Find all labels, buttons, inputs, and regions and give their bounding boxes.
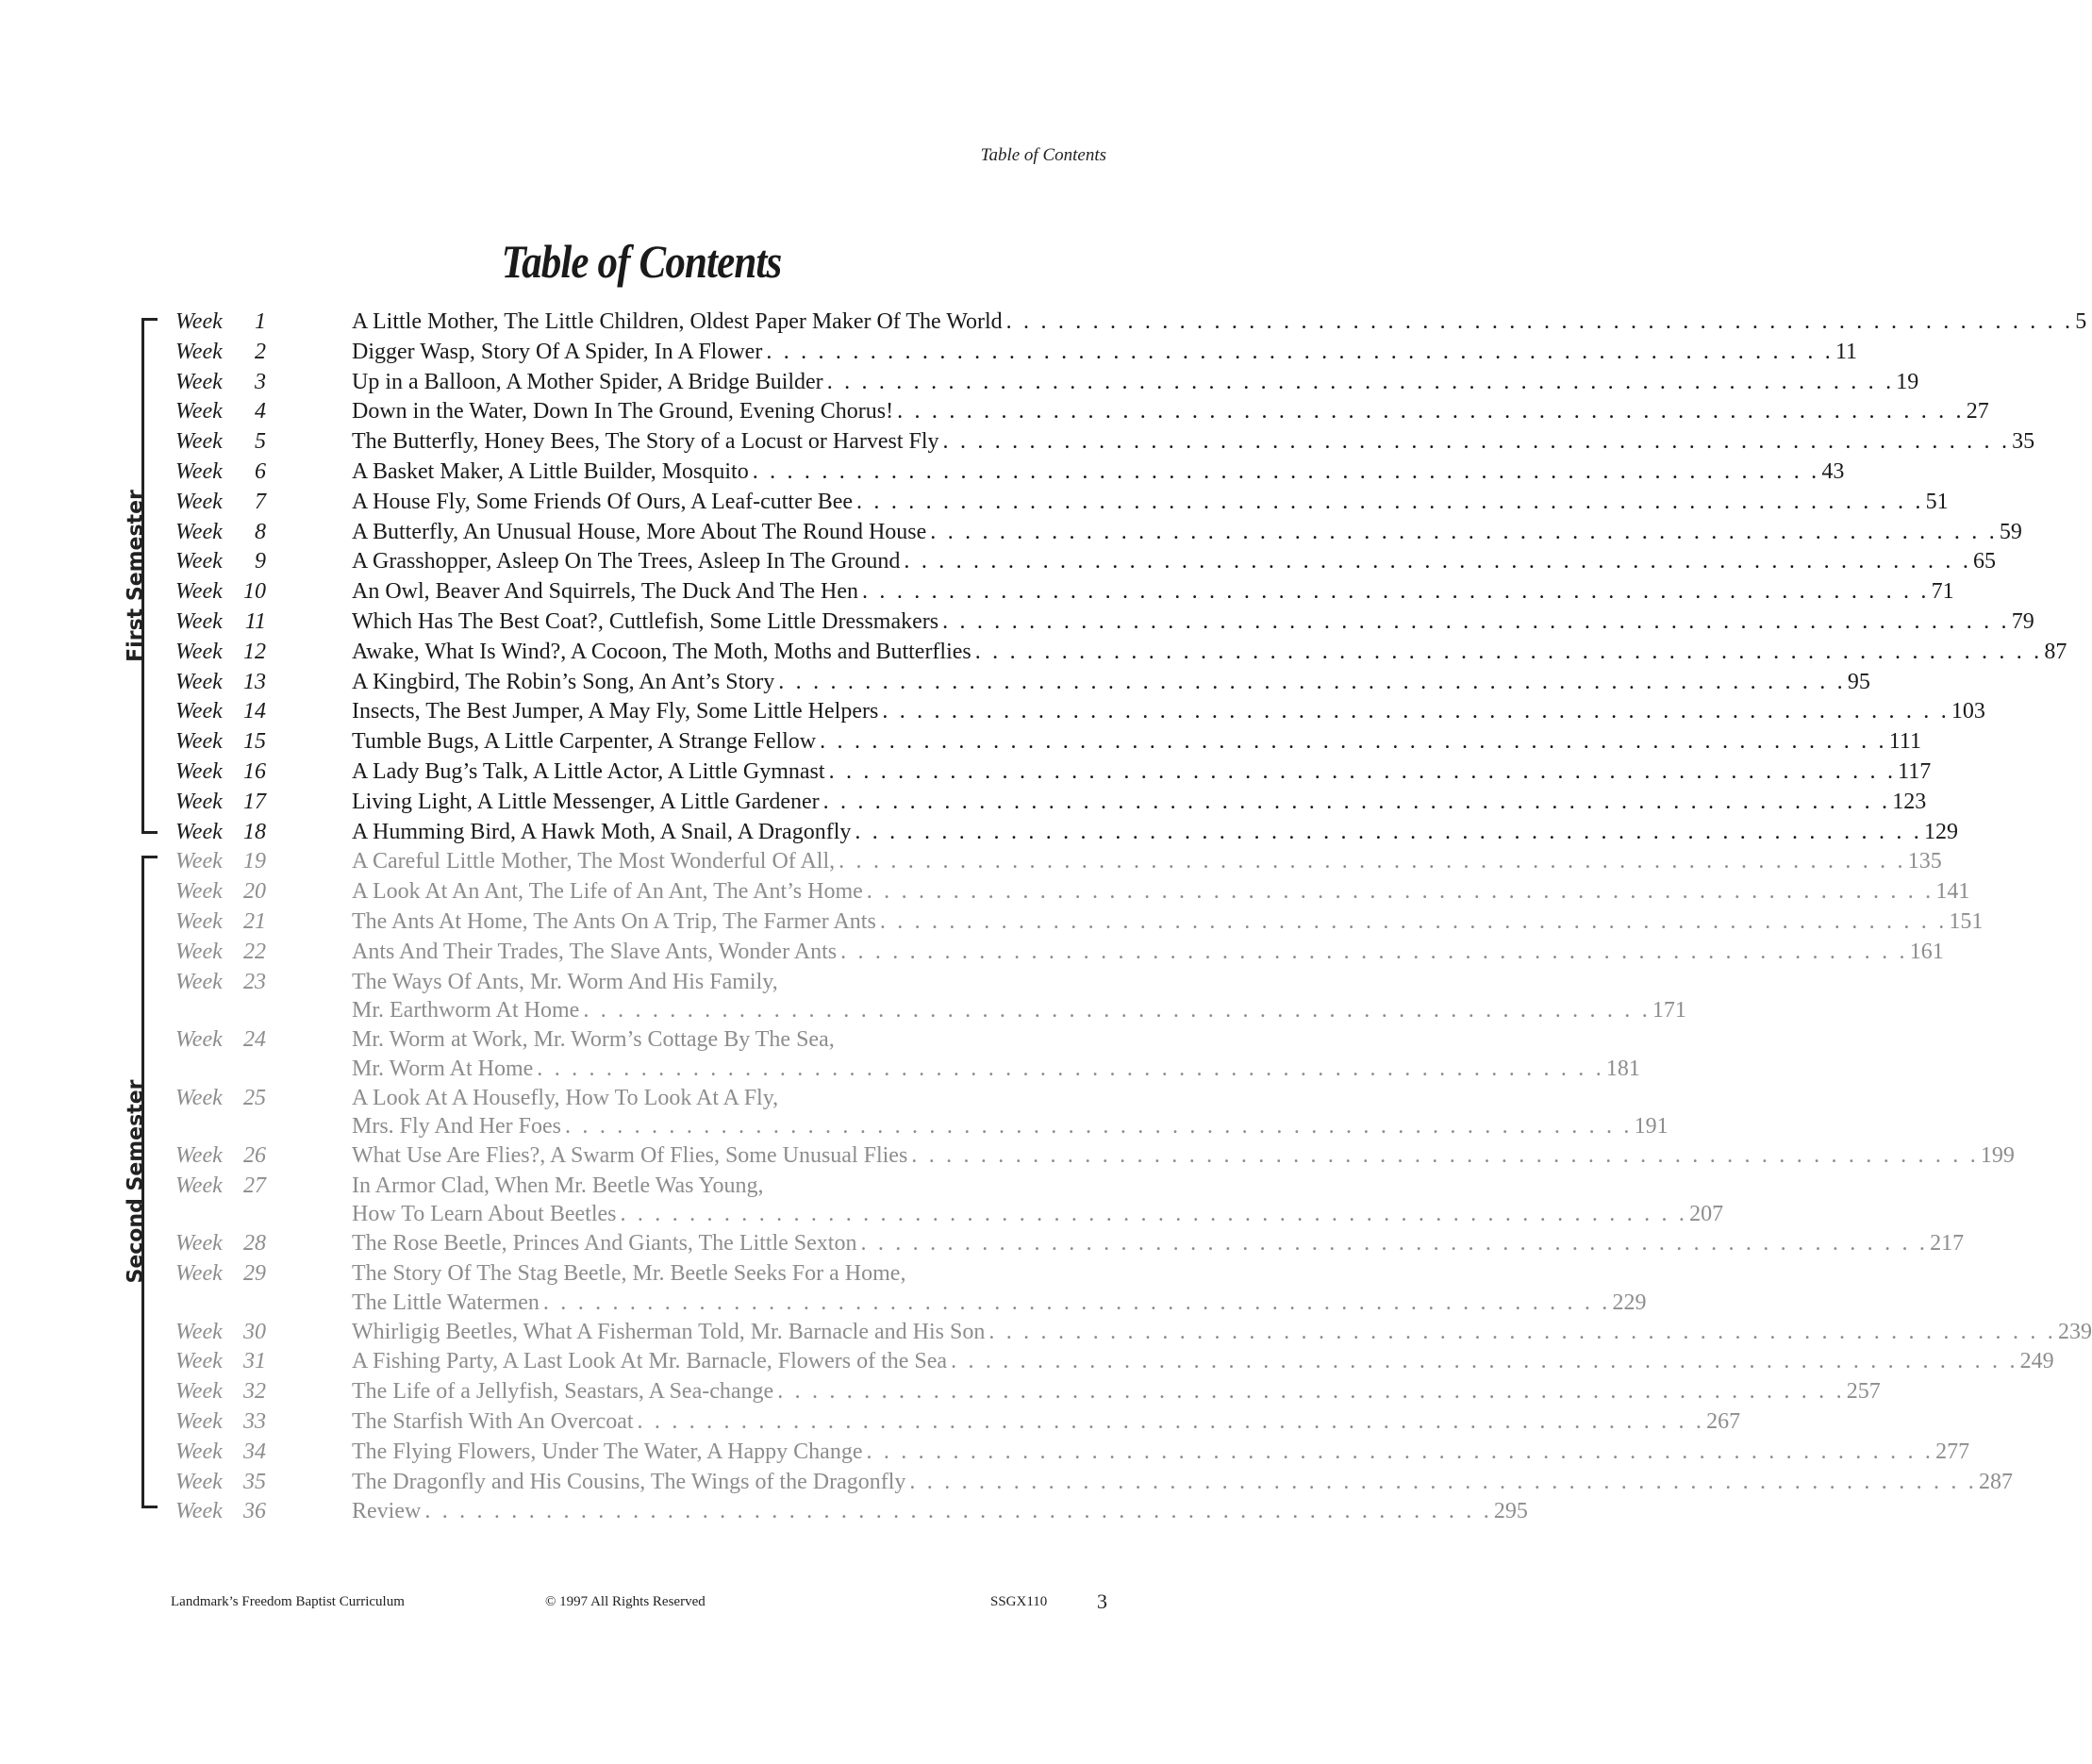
page-ref: 79: [2011, 608, 2034, 634]
week-number: 36: [243, 1499, 266, 1524]
entry-title: [352, 818, 1958, 847]
week-label: Week: [175, 789, 223, 814]
week-number: 32: [243, 1379, 266, 1405]
toc-entry: [0, 1172, 1724, 1230]
entry-title: [352, 757, 1932, 787]
week-number: 27: [243, 1173, 266, 1198]
entry-title: [352, 1141, 2015, 1171]
week-number: 12: [243, 639, 266, 664]
dot-leader: . . . . . . . . . . . . . . . . . . . . . . . . . . . . . . . . . . . . . . . . . . . . . . . . . . . . . . . . . . . . . .: [951, 1349, 2018, 1374]
week-label: Week: [175, 309, 223, 334]
entry-text: The Butterfly, Honey Bees, The Story of a Locust or Harvest Fly: [352, 429, 939, 455]
toc-entry: [0, 638, 2067, 668]
dot-leader: . . . . . . . . . . . . . . . . . . . . . . . . . . . . . . . . . . . . . . . . . . . . . . . . . . . . . . . . . . . . . .: [1005, 309, 2074, 334]
dot-leader: . . . . . . . . . . . . . . . . . . . . . . . . . . . . . . . . . . . . . . . . . . . . . . . . . . . . . . . . . . . . . .: [537, 1056, 1604, 1081]
entry-title: [352, 1497, 1528, 1526]
week-label: Week: [175, 1143, 223, 1169]
page-ref: 287: [1979, 1469, 2013, 1494]
dot-leader: . . . . . . . . . . . . . . . . . . . . . . . . . . . . . . . . . . . . . . . . . . . . . . . . . . . . . . . . . . . . . .: [583, 998, 1651, 1023]
week-label: Week: [175, 489, 223, 514]
week-label: Week: [175, 699, 223, 724]
second-semester-label: Second Semester: [124, 1079, 148, 1284]
toc-entry: [0, 427, 2035, 458]
page-ref: 123: [1892, 789, 1927, 814]
toc-entry: [0, 1229, 1965, 1259]
entry-title: [352, 607, 2034, 637]
dot-leader: . . . . . . . . . . . . . . . . . . . . . . . . . . . . . . . . . . . . . . . . . . . . . . . . . . . . . . . . . . . . . .: [866, 879, 1934, 905]
entry-title: [352, 968, 1686, 1025]
dot-leader: . . . . . . . . . . . . . . . . . . . . . . . . . . . . . . . . . . . . . . . . . . . . . . . . . . . . . . . . . . . . . .: [866, 1439, 1934, 1464]
week-label: Week: [175, 519, 223, 544]
entry-text: A Lady Bug’s Talk, A Little Actor, A Little Gymnast: [352, 758, 825, 784]
dot-leader: . . . . . . . . . . . . . . . . . . . . . . . . . . . . . . . . . . . . . . . . . . . . . . . . . . . . . . . . . . . . . .: [424, 1499, 1492, 1524]
page-ref: 87: [2044, 639, 2067, 664]
week-label: Week: [175, 369, 223, 394]
entry-text: Down in the Water, Down In The Ground, Evening Chorus!: [352, 399, 894, 424]
entry-text: A Look At An Ant, The Life of An Ant, The Ant’s Home: [352, 879, 863, 905]
footer-code: SSGX110: [990, 1594, 1048, 1609]
entry-title: [352, 1229, 1965, 1258]
toc-entry: [0, 607, 2034, 638]
week-label: Week: [175, 729, 223, 755]
entry-text: Which Has The Best Coat?, Cuttlefish, Some Little Dressmakers: [352, 608, 939, 634]
page-ref: 103: [1951, 699, 1985, 724]
entry-text: A Basket Maker, A Little Builder, Mosquito: [352, 458, 749, 484]
toc-entry: [0, 938, 1944, 968]
page-ref: 217: [1930, 1231, 1965, 1256]
week-number: 19: [243, 849, 266, 874]
week-label: Week: [175, 758, 223, 784]
week-label: Week: [175, 608, 223, 634]
week-number: 29: [243, 1261, 266, 1287]
week-label: Week: [175, 908, 223, 934]
entry-text: Mr. Earthworm At Home: [352, 998, 580, 1023]
page-ref: 151: [1949, 908, 1984, 934]
toc-entry: [0, 877, 1970, 907]
page-ref: 19: [1896, 369, 1919, 394]
dot-leader: . . . . . . . . . . . . . . . . . . . . . . . . . . . . . . . . . . . . . . . . . . . . . . . . . . . . . . . . . . . . . .: [822, 789, 1891, 814]
dot-leader: . . . . . . . . . . . . . . . . . . . . . . . . . . . . . . . . . . . . . . . . . . . . . . . . . . . . . . . . . . . . . .: [752, 458, 1820, 484]
week-label: Week: [175, 429, 223, 455]
entry-title: [352, 1172, 1724, 1229]
week-label: Week: [175, 458, 223, 484]
dot-leader: . . . . . . . . . . . . . . . . . . . . . . . . . . . . . . . . . . . . . . . . . . . . . . . . . . . . . . . . . . . . . .: [860, 1231, 1929, 1256]
page-ref: 111: [1888, 729, 1921, 755]
dot-leader: . . . . . . . . . . . . . . . . . . . . . . . . . . . . . . . . . . . . . . . . . . . . . . . . . . . . . . . . . . . . . .: [826, 369, 1895, 394]
entry-text: A Little Mother, The Little Children, Oldest Paper Maker Of The World: [352, 309, 1003, 334]
toc-entry: [0, 907, 1984, 938]
dot-leader: . . . . . . . . . . . . . . . . . . . . . . . . . . . . . . . . . . . . . . . . . . . . . . . . . . . . . . . . . . . . . .: [838, 849, 1906, 874]
week-number: 4: [255, 399, 266, 424]
toc-entry: [0, 1438, 1970, 1468]
entry-title: [352, 1084, 1669, 1141]
page-ref: 59: [1999, 519, 2022, 544]
dot-leader: . . . . . . . . . . . . . . . . . . . . . . . . . . . . . . . . . . . . . . . . . . . . . . . . . . . . . . . . . . . . . .: [565, 1114, 1633, 1140]
page-ref: 257: [1846, 1379, 1881, 1405]
entry-text: In Armor Clad, When Mr. Beetle Was Young,: [352, 1173, 764, 1198]
entry-text: The Dragonfly and His Cousins, The Wings of the Dragonfly: [352, 1469, 906, 1494]
page-ref: 71: [1931, 579, 1954, 605]
entry-text: An Owl, Beaver And Squirrels, The Duck And The Hen: [352, 579, 859, 605]
toc-entry: [0, 397, 1989, 427]
entry-title: [352, 577, 1954, 607]
entry-text: The Ants At Home, The Ants On A Trip, The Farmer Ants: [352, 908, 876, 934]
toc-entry: [0, 458, 1845, 488]
entry-title: [352, 638, 2067, 667]
week-label: Week: [175, 1027, 223, 1053]
entry-text: A Fishing Party, A Last Look At Mr. Barnacle, Flowers of the Sea: [352, 1349, 948, 1374]
toc-entry: [0, 1347, 2054, 1377]
toc-entry: [0, 1025, 1640, 1084]
page-ref: 229: [1612, 1290, 1647, 1315]
page-ref: 141: [1935, 879, 1970, 905]
dot-leader: . . . . . . . . . . . . . . . . . . . . . . . . . . . . . . . . . . . . . . . . . . . . . . . . . . . . . . . . . . . . . .: [856, 489, 1924, 514]
dot-leader: . . . . . . . . . . . . . . . . . . . . . . . . . . . . . . . . . . . . . . . . . . . . . . . . . . . . . . . . . . . . . .: [904, 549, 1972, 574]
toc-entry: [0, 847, 1942, 877]
week-label: Week: [175, 1349, 223, 1374]
page-ref: 51: [1925, 489, 1949, 514]
entry-title: [352, 1259, 1647, 1317]
week-label: Week: [175, 549, 223, 574]
page-ref: 35: [2012, 429, 2035, 455]
page-ref: 43: [1821, 458, 1845, 484]
week-number: 21: [243, 908, 266, 934]
dot-leader: . . . . . . . . . . . . . . . . . . . . . . . . . . . . . . . . . . . . . . . . . . . . . . . . . . . . . . . . . . . . . .: [897, 399, 1965, 424]
week-label: Week: [175, 939, 223, 964]
toc-entry: [0, 668, 1870, 698]
week-number: 6: [255, 458, 266, 484]
week-number: 8: [255, 519, 266, 544]
dot-leader: . . . . . . . . . . . . . . . . . . . . . . . . . . . . . . . . . . . . . . . . . . . . . . . . . . . . . . . . . . . . . .: [974, 639, 2043, 664]
entry-text: The Starfish With An Overcoat: [352, 1409, 634, 1435]
entry-title: [352, 907, 1984, 937]
page-ref: 65: [1973, 549, 1997, 574]
week-number: 23: [243, 969, 266, 994]
entry-title: [352, 938, 1944, 967]
page-ref: 27: [1966, 399, 1989, 424]
entry-title: [352, 1025, 1640, 1083]
week-label: Week: [175, 879, 223, 905]
entry-text: A Kingbird, The Robin’s Song, An Ant’s Story: [352, 669, 775, 694]
toc-entry: [0, 1259, 1647, 1318]
dot-leader: . . . . . . . . . . . . . . . . . . . . . . . . . . . . . . . . . . . . . . . . . . . . . . . . . . . . . . . . . . . . . .: [777, 1379, 1845, 1405]
dot-leader: . . . . . . . . . . . . . . . . . . . . . . . . . . . . . . . . . . . . . . . . . . . . . . . . . . . . . . . . . . . . . .: [942, 608, 2010, 634]
dot-leader: . . . . . . . . . . . . . . . . . . . . . . . . . . . . . . . . . . . . . . . . . . . . . . . . . . . . . . . . . . . . . .: [828, 758, 1897, 784]
toc-entry: [0, 338, 1858, 368]
week-number: 7: [255, 489, 266, 514]
week-number: 25: [243, 1085, 266, 1110]
toc-entry: [0, 368, 1919, 398]
week-label: Week: [175, 639, 223, 664]
toc-entry: [0, 308, 2087, 338]
entry-text: A Look At A Housefly, How To Look At A Fly,: [352, 1085, 779, 1110]
week-number: 9: [255, 549, 266, 574]
dot-leader: . . . . . . . . . . . . . . . . . . . . . . . . . . . . . . . . . . . . . . . . . . . . . . . . . . . . . . . . . . . . . .: [930, 519, 1998, 544]
entry-text: Up in a Balloon, A Mother Spider, A Bridge Builder: [352, 369, 823, 394]
week-label: Week: [175, 669, 223, 694]
entry-title: [352, 877, 1970, 907]
dot-leader: . . . . . . . . . . . . . . . . . . . . . . . . . . . . . . . . . . . . . . . . . . . . . . . . . . . . . . . . . . . . . .: [620, 1202, 1688, 1227]
dot-leader: . . . . . . . . . . . . . . . . . . . . . . . . . . . . . . . . . . . . . . . . . . . . . . . . . . . . . . . . . . . . . .: [988, 1319, 2056, 1344]
entry-text: A Grasshopper, Asleep On The Trees, Asleep In The Ground: [352, 549, 901, 574]
entry-text: Mr. Worm at Work, Mr. Worm’s Cottage By The Sea,: [352, 1027, 835, 1053]
entry-text: The Little Watermen: [352, 1290, 540, 1315]
week-label: Week: [175, 1439, 223, 1464]
toc-entry: [0, 697, 1985, 727]
week-label: Week: [175, 849, 223, 874]
week-number: 24: [243, 1027, 266, 1053]
entry-text: A Butterfly, An Unusual House, More About The Round House: [352, 519, 927, 544]
entry-title: [352, 788, 1927, 817]
entry-text: A House Fly, Some Friends Of Ours, A Leaf-cutter Bee: [352, 489, 854, 514]
week-number: 16: [243, 758, 266, 784]
entry-title: [352, 668, 1870, 697]
dot-leader: . . . . . . . . . . . . . . . . . . . . . . . . . . . . . . . . . . . . . . . . . . . . . . . . . . . . . . . . . . . . . .: [766, 339, 1834, 364]
entry-title: [352, 308, 2087, 337]
dot-leader: . . . . . . . . . . . . . . . . . . . . . . . . . . . . . . . . . . . . . . . . . . . . . . . . . . . . . . . . . . . . . .: [909, 1469, 1977, 1494]
week-number: 33: [243, 1409, 266, 1435]
dot-leader: . . . . . . . . . . . . . . . . . . . . . . . . . . . . . . . . . . . . . . . . . . . . . . . . . . . . . . . . . . . . . .: [855, 819, 1922, 844]
week-number: 28: [243, 1231, 266, 1256]
entry-title: [352, 1407, 1741, 1437]
entry-title: [352, 397, 1989, 426]
toc-entry: [0, 1318, 2092, 1348]
entry-title: [352, 488, 1949, 517]
entry-title: [352, 547, 1997, 576]
page-ref: 161: [1909, 939, 1944, 964]
week-label: Week: [175, 819, 223, 844]
page-ref: 117: [1898, 758, 1932, 784]
entry-text: Ants And Their Trades, The Slave Ants, Wonder Ants: [352, 939, 838, 964]
entry-title: [352, 1468, 2013, 1497]
entry-title: [352, 458, 1845, 487]
toc-entry: [0, 547, 1997, 577]
entry-title: [352, 1347, 2054, 1376]
page-ref: 181: [1605, 1056, 1640, 1081]
page-ref: 11: [1835, 339, 1858, 364]
week-number: 1: [255, 309, 266, 334]
dot-leader: . . . . . . . . . . . . . . . . . . . . . . . . . . . . . . . . . . . . . . . . . . . . . . . . . . . . . . . . . . . . . .: [637, 1409, 1705, 1435]
entry-text: The Ways Of Ants, Mr. Worm And His Family,: [352, 969, 778, 994]
entry-title: [352, 427, 2035, 457]
week-label: Week: [175, 1499, 223, 1524]
entry-text: A Humming Bird, A Hawk Moth, A Snail, A Dragonfly: [352, 819, 852, 844]
entry-text: The Life of a Jellyfish, Seastars, A Sea-change: [352, 1379, 774, 1405]
entry-title: [352, 727, 1921, 757]
week-number: 3: [255, 369, 266, 394]
week-number: 35: [243, 1469, 266, 1494]
entry-text: Insects, The Best Jumper, A May Fly, Some Little Helpers: [352, 699, 879, 724]
toc-entry: [0, 968, 1686, 1026]
page-number: 3: [1097, 1589, 1107, 1613]
page-ref: 239: [2057, 1319, 2092, 1344]
page-ref: 135: [1907, 849, 1942, 874]
week-number: 26: [243, 1143, 266, 1169]
toc-entry: [0, 818, 1958, 848]
toc-entry: [0, 1497, 1528, 1527]
dot-leader: . . . . . . . . . . . . . . . . . . . . . . . . . . . . . . . . . . . . . . . . . . . . . . . . . . . . . . . . . . . . . .: [542, 1290, 1611, 1315]
week-number: 34: [243, 1439, 266, 1464]
week-number: 17: [243, 789, 266, 814]
dot-leader: . . . . . . . . . . . . . . . . . . . . . . . . . . . . . . . . . . . . . . . . . . . . . . . . . . . . . . . . . . . . . .: [879, 908, 1948, 934]
week-label: Week: [175, 1379, 223, 1405]
week-number: 20: [243, 879, 266, 905]
dot-leader: . . . . . . . . . . . . . . . . . . . . . . . . . . . . . . . . . . . . . . . . . . . . . . . . . . . . . . . . . . . . . .: [778, 669, 1846, 694]
toc-entry: [0, 788, 1927, 818]
week-number: 18: [243, 819, 266, 844]
footer-copyright: © 1997 All Rights Reserved: [545, 1594, 706, 1609]
week-label: Week: [175, 1261, 223, 1287]
page-title: Table of Contents: [501, 235, 782, 288]
week-label: Week: [175, 1173, 223, 1198]
week-number: 5: [255, 429, 266, 455]
week-number: 2: [255, 339, 266, 364]
toc-entry: [0, 518, 2022, 548]
week-number: 31: [243, 1349, 266, 1374]
entry-title: [352, 697, 1985, 726]
entry-text: Living Light, A Little Messenger, A Little Gardener: [352, 789, 820, 814]
entry-text: Mrs. Fly And Her Foes: [352, 1114, 562, 1140]
entry-title: [352, 518, 2022, 547]
week-label: Week: [175, 1409, 223, 1435]
page-ref: 171: [1652, 998, 1686, 1023]
toc-entry: [0, 1084, 1669, 1142]
week-label: Week: [175, 399, 223, 424]
entry-title: [352, 847, 1942, 876]
page-ref: 207: [1689, 1202, 1724, 1227]
week-label: Week: [175, 1469, 223, 1494]
page-ref: 199: [1980, 1143, 2015, 1169]
dot-leader: . . . . . . . . . . . . . . . . . . . . . . . . . . . . . . . . . . . . . . . . . . . . . . . . . . . . . . . . . . . . . .: [840, 939, 1908, 964]
week-label: Week: [175, 579, 223, 605]
entry-title: [352, 338, 1858, 367]
toc-entry: [0, 488, 1949, 518]
entry-text: How To Learn About Beetles: [352, 1202, 617, 1227]
week-number: 22: [243, 939, 266, 964]
page-ref: 95: [1847, 669, 1870, 694]
page-ref: 249: [2019, 1349, 2054, 1374]
entry-title: [352, 1377, 1881, 1406]
dot-leader: . . . . . . . . . . . . . . . . . . . . . . . . . . . . . . . . . . . . . . . . . . . . . . . . . . . . . . . . . . . . . .: [942, 429, 2011, 455]
entry-text: Tumble Bugs, A Little Carpenter, A Strange Fellow: [352, 729, 817, 755]
entry-title: [352, 368, 1919, 397]
entry-title: [352, 1318, 2092, 1347]
page-ref: 277: [1935, 1439, 1970, 1464]
toc-entry: [0, 727, 1921, 757]
toc-entry: [0, 577, 1954, 607]
week-label: Week: [175, 969, 223, 994]
toc-entry: [0, 1377, 1881, 1407]
week-label: Week: [175, 1085, 223, 1110]
week-label: Week: [175, 339, 223, 364]
entry-text: Review: [352, 1499, 422, 1524]
entry-text: The Flying Flowers, Under The Water, A Happy Change: [352, 1439, 863, 1464]
week-number: 15: [243, 729, 266, 755]
page-ref: 5: [2075, 309, 2087, 334]
page-ref: 295: [1493, 1499, 1528, 1524]
toc-entry: [0, 1468, 2013, 1498]
table-of-contents: [0, 308, 2092, 1527]
dot-leader: . . . . . . . . . . . . . . . . . . . . . . . . . . . . . . . . . . . . . . . . . . . . . . . . . . . . . . . . . . . . . .: [882, 699, 1950, 724]
week-number: 10: [243, 579, 266, 605]
entry-text: Digger Wasp, Story Of A Spider, In A Flower: [352, 339, 763, 364]
week-label: Week: [175, 1231, 223, 1256]
entry-text: A Careful Little Mother, The Most Wonderful Of All,: [352, 849, 836, 874]
entry-title: [352, 1438, 1970, 1467]
footer-publisher: Landmark’s Freedom Baptist Curriculum: [171, 1594, 405, 1609]
dot-leader: . . . . . . . . . . . . . . . . . . . . . . . . . . . . . . . . . . . . . . . . . . . . . . . . . . . . . . . . . . . . . .: [862, 579, 1930, 605]
entry-text: The Story Of The Stag Beetle, Mr. Beetle Seeks For a Home,: [352, 1261, 906, 1287]
week-number: 13: [243, 669, 266, 694]
entry-text: Mr. Worm At Home: [352, 1056, 534, 1081]
page-ref: 267: [1706, 1409, 1741, 1435]
entry-text: What Use Are Flies?, A Swarm Of Flies, Some Unusual Flies: [352, 1143, 908, 1169]
week-number: 30: [243, 1319, 266, 1344]
entry-text: Whirligig Beetles, What A Fisherman Told, Mr. Barnacle and His Son: [352, 1319, 986, 1344]
week-number: 14: [243, 699, 266, 724]
first-semester-label: First Semester: [124, 490, 148, 662]
dot-leader: . . . . . . . . . . . . . . . . . . . . . . . . . . . . . . . . . . . . . . . . . . . . . . . . . . . . . . . . . . . . . .: [820, 729, 1887, 755]
entry-text: Awake, What Is Wind?, A Cocoon, The Moth, Moths and Butterflies: [352, 639, 971, 664]
week-number: 11: [244, 608, 266, 634]
toc-entry: [0, 1141, 2015, 1172]
toc-entry: [0, 757, 1932, 788]
toc-entry: [0, 1407, 1741, 1438]
running-head: Table of Contents: [980, 145, 1106, 165]
dot-leader: . . . . . . . . . . . . . . . . . . . . . . . . . . . . . . . . . . . . . . . . . . . . . . . . . . . . . . . . . . . . . .: [911, 1143, 1979, 1169]
page-ref: 191: [1634, 1114, 1669, 1140]
week-label: Week: [175, 1319, 223, 1344]
page-ref: 129: [1923, 819, 1958, 844]
entry-text: The Rose Beetle, Princes And Giants, The Little Sexton: [352, 1231, 857, 1256]
